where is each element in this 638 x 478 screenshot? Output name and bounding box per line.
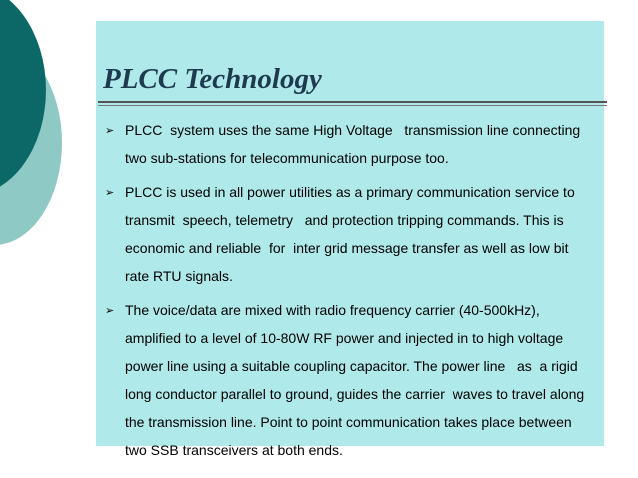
bullet-line: The voice/data are mixed with radio frequency carrier (40-500kHz), [125,302,540,318]
arrow-bullet-icon: ➢ [105,125,115,137]
bullet-line: power line using a suitable coupling capacitor. The power line as a rigid [125,358,578,374]
arrow-bullet-icon: ➢ [105,305,115,317]
bullet-line: PLCC system uses the same High Voltage transmission line connecting [125,122,581,138]
arrow-bullet-icon: ➢ [105,187,115,199]
bullet-line: two SSB transceivers at both ends. [125,442,343,458]
bullet-line: two sub-stations for telecommunication purpose too. [125,150,449,166]
title-divider [98,101,607,103]
bullet-line: economic and reliable for inter grid message transfer as well as low bit [125,240,569,256]
title-divider-thin [98,105,607,106]
bullet-line: the transmission line. Point to point communication takes place between [125,414,572,430]
bullet-line: transmit speech, telemetry and protection tripping commands. This is [125,212,564,228]
bullet-item [105,178,605,290]
bullet-item [105,296,605,464]
bullet-line: PLCC is used in all power utilities as a primary communication service to [125,184,575,200]
bullet-line: amplified to a level of 10-80W RF power and injected in to high voltage [125,330,564,346]
bullet-line: long conductor parallel to ground, guides the carrier waves to travel along [125,386,585,402]
bullet-list [105,116,605,470]
slide-title: PLCC Technology [103,63,322,95]
decorative-circles [0,0,100,260]
bullet-line: rate RTU signals. [125,268,233,284]
bullet-item [105,116,605,172]
